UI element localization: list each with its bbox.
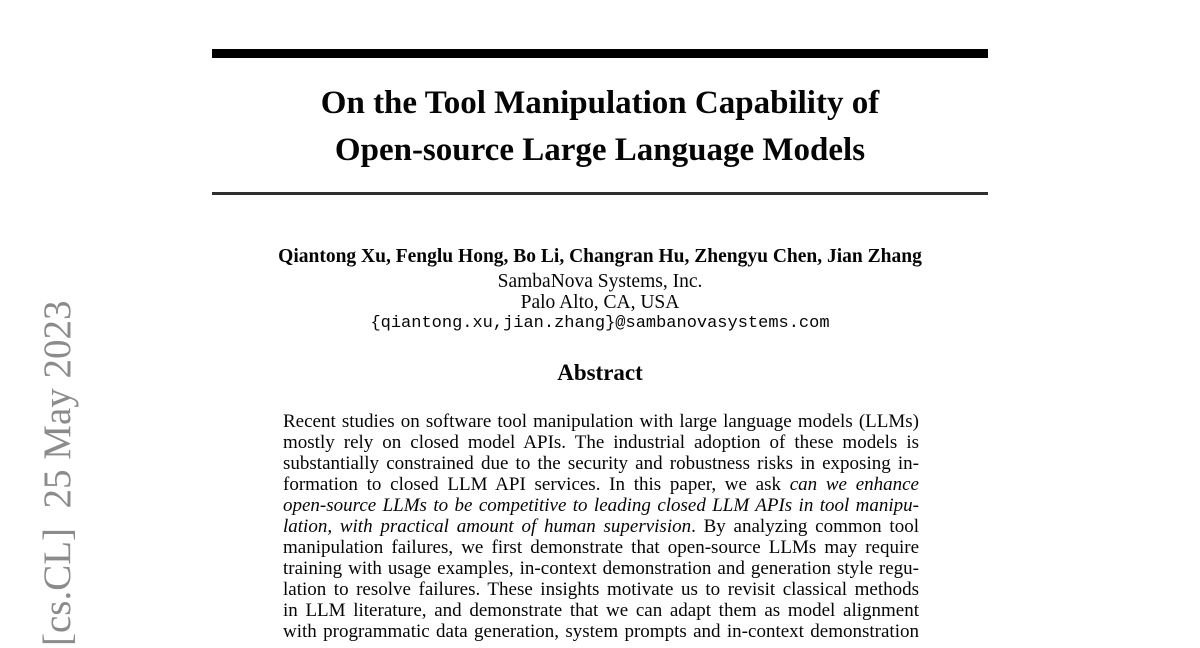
abstract-text-segment: substantially constrained due to the security and robustness risks in exposing in- xyxy=(283,453,919,474)
email-line: {qiantong.xu,jian.zhang}@sambanovasystems.com xyxy=(370,314,830,333)
authors-block xyxy=(212,246,988,334)
paper-title-line1: On the Tool Manipulation Capability of xyxy=(320,85,880,121)
abstract-line xyxy=(283,579,919,600)
abstract-text-segment: with programmatic data generation, system prompts and in-context demonstration xyxy=(283,621,919,642)
abstract-line xyxy=(283,411,919,432)
abstract-text-segment: . By analyzing common tool xyxy=(691,516,919,537)
title-divider xyxy=(212,192,988,195)
abstract-paragraph xyxy=(283,411,919,642)
abstract-text-segment: manipulation failures, we first demonstrate that open-source LLMs may require xyxy=(283,537,919,558)
abstract-text-segment: formation to closed LLM API services. In this paper, we ask xyxy=(283,474,790,495)
paper-title-line2: Open-source Large Language Models xyxy=(334,132,866,168)
abstract-text-segment: lation to resolve failures. These insights motivate us to revisit classical methods xyxy=(283,579,919,600)
abstract-text-segment: Recent studies on software tool manipulation with large language models (LLMs) xyxy=(283,411,919,432)
abstract-text-segment: mostly rely on closed model APIs. The industrial adoption of these models is xyxy=(283,432,919,453)
top-rule xyxy=(212,49,988,58)
abstract-line xyxy=(283,558,919,579)
abstract-line xyxy=(283,600,919,621)
abstract-heading: Abstract xyxy=(557,360,643,385)
abstract-line xyxy=(283,621,919,642)
abstract-italic-segment: lation, with practical amount of human supervision xyxy=(283,516,692,537)
arxiv-watermark: [cs.CL] 25 May 2023 xyxy=(36,300,79,646)
abstract-italic-segment: can we enhance xyxy=(789,474,919,495)
abstract-line xyxy=(283,432,919,453)
location-line: Palo Alto, CA, USA xyxy=(520,292,680,313)
abstract-line xyxy=(283,516,919,537)
affiliation-line: SambaNova Systems, Inc. xyxy=(497,271,703,292)
abstract-line xyxy=(283,453,919,474)
abstract-line xyxy=(283,474,919,495)
abstract-italic-segment: open-source LLMs to be competitive to leading closed LLM APIs in tool manipu- xyxy=(283,495,919,516)
authors-line: Qiantong Xu, Fenglu Hong, Bo Li, Changran Hu, Zhengyu Chen, Jian Zhang xyxy=(278,246,922,267)
abstract-text-segment: in LLM literature, and demonstrate that we can adapt them as model alignment xyxy=(283,600,919,621)
paper-title xyxy=(212,80,988,174)
abstract-line xyxy=(283,537,919,558)
abstract-text-segment: training with usage examples, in-context demonstration and generation style regu- xyxy=(283,558,919,579)
abstract-line xyxy=(283,495,919,516)
